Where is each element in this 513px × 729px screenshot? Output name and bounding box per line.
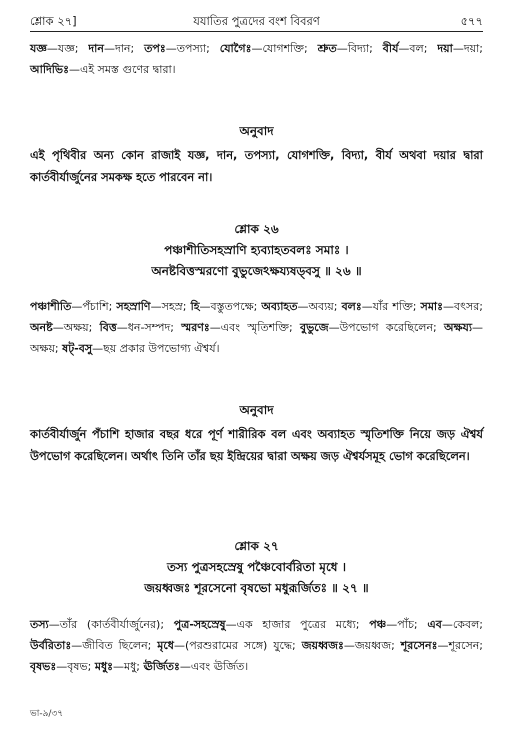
header-title: যযাতির পুত্রদের বংশ বিবরণ (193, 14, 320, 28)
header-verse-label: শ্লোক ২৭] (30, 14, 77, 28)
synonym-term: বুভুজে (299, 321, 329, 334)
synonym-gloss: —শূরসেন; (437, 639, 483, 652)
synonym-gloss: —যাঁর শক্তি; (361, 300, 421, 313)
synonym-term: এব (427, 618, 442, 631)
synonym-gloss: —তপস্যা; (165, 42, 220, 55)
verse-heading: শ্লোক ২৬ (234, 222, 279, 236)
synonym-term: হি (190, 300, 200, 313)
verse-line-2: অনষ্টবিত্তস্মরণো বুভুজেঽক্ষয্যষড্‌বসু ॥ ২৬ ॥ (151, 264, 362, 278)
synonym-gloss: —পাঁচ; (386, 618, 428, 631)
header-rule (30, 31, 483, 32)
verse-27 (30, 537, 483, 599)
verse-heading: শ্লোক ২৭ (234, 539, 279, 553)
synonym-gloss: —সহস্র; (150, 300, 191, 313)
synonym-term: যজ্ঞ (30, 42, 47, 55)
synonym-gloss: —বিদ্যা; (336, 42, 383, 55)
synonym-gloss: —দান; (103, 42, 145, 55)
synonym-gloss: —পঁচাশি; (71, 300, 117, 313)
running-header (30, 13, 483, 29)
synonym-gloss: —এবং ঊর্জিত। (179, 660, 249, 673)
synonym-gloss: —এক হাজার পুত্রের মধ্যে; (225, 618, 370, 631)
synonym-gloss: —এবং স্মৃতিশক্তি; (209, 321, 300, 334)
synonym-term: শ্রুত (317, 42, 337, 55)
synonym-term: তস্য (30, 618, 49, 631)
synonym-term: পঞ্চাশীতি (30, 300, 72, 313)
page-number: ৫৭৭ (460, 14, 483, 28)
synonym-term: উর্বরিতাঃ (30, 639, 72, 652)
synonym-term: শূরসেনঃ (400, 639, 438, 652)
synonym-term: সহস্রাণি (116, 300, 151, 313)
synonym-gloss: —উপভোগ করেছিলেন; (328, 321, 445, 334)
synonym-gloss: —জয়ধ্বজ; (343, 639, 401, 652)
synonym-term: মৃধে (157, 639, 174, 652)
synonym-term: পঞ্চ (369, 618, 387, 631)
synonym-term: অনষ্ট (30, 321, 53, 334)
synonyms-paragraph (30, 614, 483, 677)
synonym-gloss: —যজ্ঞ; (46, 42, 89, 55)
synonym-term: বৃষভঃ (30, 660, 57, 673)
synonym-gloss: —দয়া; (452, 42, 483, 55)
synonym-term: বীর্য (382, 42, 399, 55)
translation-1 (30, 122, 483, 188)
synonym-gloss: —এই সমস্ত গুণের দ্বারা। (68, 63, 176, 76)
synonym-gloss: —বৃষভ; (56, 660, 95, 673)
verse-27-synonyms (30, 614, 483, 677)
synonym-term: স্মরণঃ (181, 321, 210, 334)
synonym-gloss: —যোগশক্তি; (251, 42, 318, 55)
translation-heading: অনুবাদ (239, 124, 274, 138)
synonym-term: বিত্ত (99, 321, 117, 334)
verse-line-1: পঞ্চাশীতিসহস্রাণি হ্যব্যাহতবলঃ সমাঃ । (164, 243, 349, 257)
synonym-gloss: —ধন-সম্পদ; (116, 321, 182, 334)
verse-26-synonyms (30, 296, 483, 359)
synonym-term: আদিভিঃ (30, 63, 69, 76)
verse-line-2: জয়ধ্বজঃ শূরসেনো বৃষভো মধুরূর্জিতঃ ॥ ২৭ ॥ (144, 581, 369, 595)
synonym-gloss: —তাঁর (কার্তবীর্যার্জুনের); (48, 618, 174, 631)
synonym-term: যোগৈঃ (219, 42, 252, 55)
synonym-term: ষট্-বসু (62, 342, 93, 355)
synonym-term: ঊর্জিতঃ (143, 660, 180, 673)
synonym-gloss: —অক্ষয়; (52, 321, 100, 334)
synonym-term: মধুঃ (94, 660, 113, 673)
synonym-term: দান (88, 42, 104, 55)
synonym-gloss: —বস্তুতপক্ষে; (199, 300, 262, 313)
translation-2 (30, 401, 483, 467)
synonym-gloss: —মধু; (112, 660, 144, 673)
footer-signature: ভা-৯/৩৭ (30, 709, 64, 719)
top-synonyms (30, 38, 483, 80)
synonym-term: অব্যাহত (261, 300, 298, 313)
synonym-term: সমাঃ (420, 300, 443, 313)
verse-line-1: তস্য পুত্রসহস্রেষু পঞ্চৈবোর্বরিতা মৃধে । (166, 560, 346, 574)
synonym-term: পুত্র-সহস্রেষু (173, 618, 226, 631)
synonym-gloss: —অক্ষয়; (30, 321, 484, 355)
synonyms-paragraph (30, 296, 483, 359)
verse-26 (30, 220, 483, 282)
synonym-gloss: —বৎসর; (442, 300, 484, 313)
synonym-term: জয়ধ্বজঃ (301, 639, 344, 652)
synonym-gloss: —কেবল; (441, 618, 484, 631)
synonym-term: অক্ষয্য (444, 321, 473, 334)
translation-heading: অনুবাদ (239, 403, 274, 417)
translation-text: কার্তবীর্যার্জুন পঁচাশি হাজার বছর ধরে পূর্ণ শারীরিক বল এবং অব্যাহত স্মৃতিশক্তি নিয়ে জড় ঐশ্বর্য উপভোগ করেছিলেন। অর্থাৎ তিনি তাঁর ছয় ইন্দ্রিয়ের দ্বারা অক্ষয় জড় ঐশ্বর্যসমূহ ভোগ করেছিলেন। (30, 427, 483, 463)
synonyms-paragraph (30, 38, 483, 80)
synonym-gloss: —জীবিত ছিলেন; (71, 639, 158, 652)
synonym-gloss: —(পরশুরামের সঙ্গে) যুদ্ধে; (173, 639, 302, 652)
synonym-gloss: —ছয় প্রকার উপভোগ্য ঐশ্বর্য। (92, 342, 220, 355)
translation-text: এই পৃথিবীর অন্য কোন রাজাই যজ্ঞ, দান, তপস্যা, যোগশক্তি, বিদ্যা, বীর্য অথবা দয়ার দ্বারা কার্তবীর্যার্জুনের সমকক্ষ হতে পারবেন না। (30, 148, 483, 184)
synonym-gloss: —অব্যয়; (297, 300, 342, 313)
synonym-term: তপঃ (144, 42, 166, 55)
synonym-term: দয়া (437, 42, 453, 55)
synonym-gloss: —বল; (398, 42, 438, 55)
synonym-term: বলঃ (341, 300, 362, 313)
